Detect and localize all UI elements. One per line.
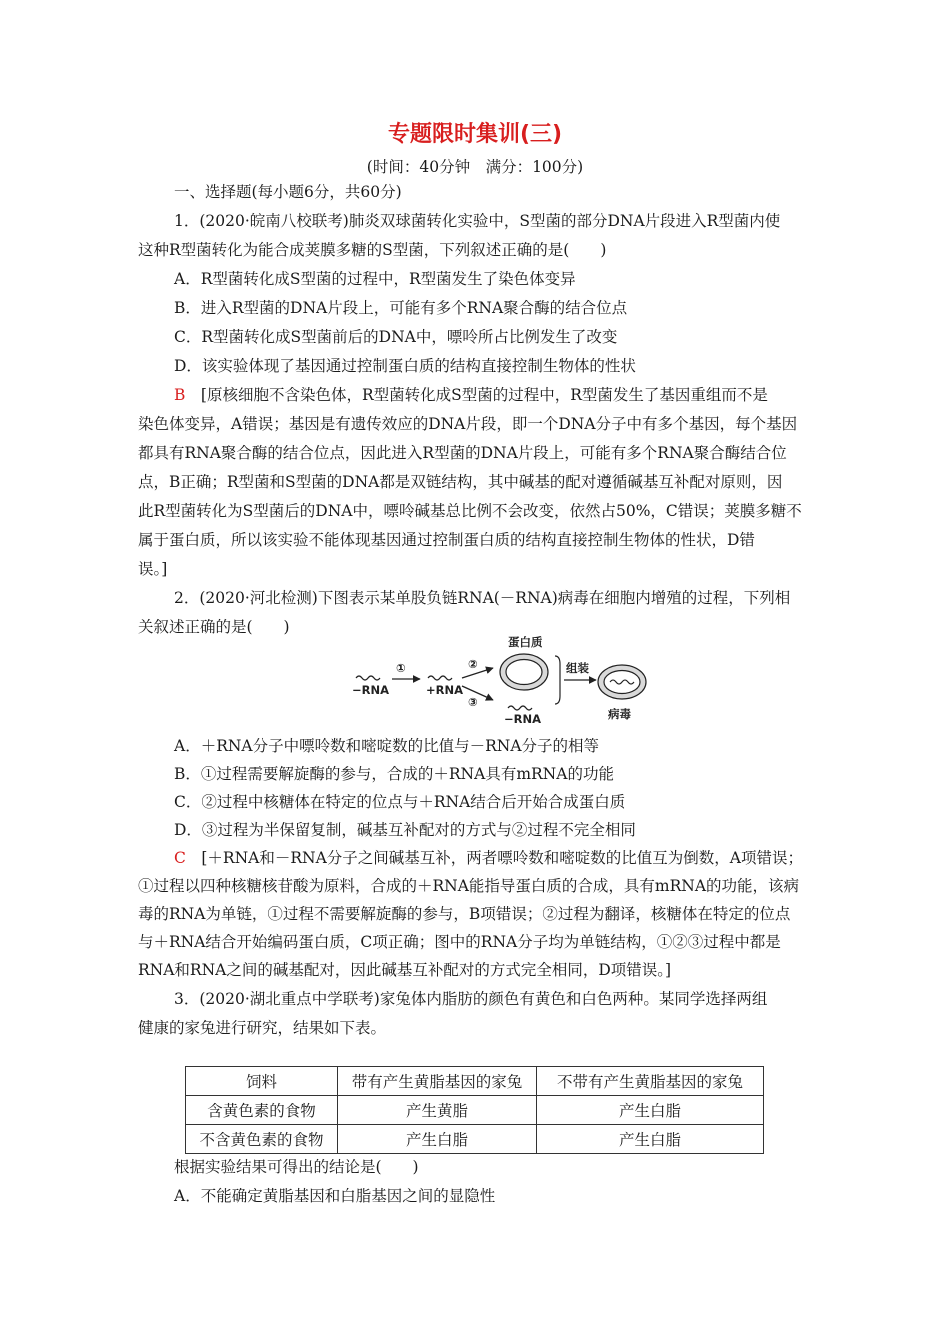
q2-explanation-line	[174, 848, 854, 868]
protein-label: 蛋白质	[508, 635, 543, 649]
q2-explanation-line: 毒的RNA为单链，①过程不需要解旋酶的参与，B项错误；②过程为翻译，核糖体在特定的位点	[138, 905, 791, 923]
q2-option-b: B．①过程需要解旋酶的参与，合成的＋RNA具有mRNA的功能	[174, 765, 614, 783]
page-title: 专题限时集训(三)	[387, 122, 563, 147]
q1-stem-line: 1．(2020·皖南八校联考)肺炎双球菌转化实验中，S型菌的部分DNA片段进入R型菌内使	[174, 212, 781, 230]
table-cell: 产生白脂	[338, 1125, 537, 1154]
table-cell: 含黄色素的食物	[186, 1096, 338, 1125]
q2-stem-line: 2．(2020·河北检测)下图表示某单股负链RNA(－RNA)病毒在细胞内增殖的过程，下列相	[174, 589, 791, 607]
q2-option-a: A．＋RNA分子中嘌呤数和嘧啶数的比值与－RNA分子的相等	[174, 737, 600, 755]
q1-explanation-line	[174, 385, 854, 405]
q2-explanation-line: ①过程以四种核糖核苷酸为原料，合成的＋RNA能指导蛋白质的合成，具有mRNA的功能，该病	[138, 877, 800, 895]
q3-option-a: A．不能确定黄脂基因和白脂基因之间的显隐性	[174, 1187, 496, 1205]
step-3-label: ③	[468, 695, 478, 709]
step-2-label: ②	[468, 657, 478, 671]
q3-stem-line: 健康的家兔进行研究，结果如下表。	[138, 1019, 387, 1037]
q1-answer-letter: B	[174, 386, 186, 404]
q3-stem-line: 3．(2020·湖北重点中学联考)家兔体内脂肪的颜色有黄色和白色两种。某同学选择两组	[174, 990, 768, 1008]
plus-rna-label: +RNA	[426, 683, 464, 697]
assembly-bracket	[555, 656, 560, 704]
q1-explanation-line: 点，B正确；R型菌和S型菌的DNA都是双链结构，其中碱基的配对遵循碱基互补配对原则，因	[138, 473, 783, 491]
q1-explanation-line: 都具有RNA聚合酶的结合位点，因此进入R型菌的DNA片段上，可能有多个RNA聚合酶结合位	[138, 444, 787, 462]
protein-capsid-inner	[506, 660, 542, 685]
table-header: 不带有产生黄脂基因的家兔	[537, 1067, 764, 1096]
step-1-label: ①	[396, 661, 406, 675]
table-header: 饲料	[186, 1067, 338, 1096]
experiment-table	[185, 1066, 764, 1154]
q2-option-d: D．③过程为半保留复制，碱基互补配对的方式与②过程不完全相同	[174, 821, 636, 839]
q1-stem-line: 这种R型菌转化为能合成荚膜多糖的S型菌，下列叙述正确的是( )	[138, 241, 607, 259]
table-header: 带有产生黄脂基因的家兔	[338, 1067, 537, 1096]
minus-rna-label: −RNA	[352, 683, 390, 697]
table-row	[186, 1125, 764, 1154]
q2-option-c: C．②过程中核糖体在特定的位点与＋RNA结合后开始合成蛋白质	[174, 793, 626, 811]
virus-label: 病毒	[608, 707, 631, 721]
table-cell: 不含黄色素的食物	[186, 1125, 338, 1154]
q1-option-d: D．该实验体现了基因通过控制蛋白质的结构直接控制生物体的性状	[174, 357, 636, 375]
table-row	[186, 1096, 764, 1125]
q3-conclusion-prompt: 根据实验结果可得出的结论是( )	[174, 1158, 419, 1176]
minus-rna-out-label: −RNA	[504, 712, 542, 726]
assemble-label: 组装	[566, 661, 589, 675]
q2-explanation-line: 与＋RNA结合开始编码蛋白质，C项正确；图中的RNA分子均为单链结构，①②③过程中都是	[138, 933, 781, 951]
q1-explanation-line: 此R型菌转化为S型菌后的DNA中，嘌呤碱基总比例不会改变，依然占50%，C错误；荚膜多糖不	[138, 502, 802, 520]
q1-explanation-line: 属于蛋白质，所以该实验不能体现基因通过控制蛋白质的结构直接控制生物体的性状，D错	[138, 531, 755, 549]
q2-answer-letter: C	[174, 849, 186, 867]
table-cell: 产生黄脂	[338, 1096, 537, 1125]
q2-explanation-line: RNA和RNA之间的碱基配对，因此碱基互补配对的方式完全相同，D项错误。]	[138, 961, 672, 979]
time-and-score: (时间：40分钟 满分：100分)	[366, 158, 584, 176]
q1-explanation-line: 染色体变异，A错误；基因是有遗传效应的DNA片段，即一个DNA分子中有多个基因，每个基因	[138, 415, 798, 433]
minus-rna-out-wave	[508, 706, 532, 710]
q1-option-c: C．R型菌转化成S型菌前后的DNA中，嘌呤所占比例发生了改变	[174, 328, 618, 346]
q1-option-a: A．R型菌转化成S型菌的过程中，R型菌发生了染色体变异	[174, 270, 576, 288]
q1-option-b: B．进入R型菌的DNA片段上，可能有多个RNA聚合酶的结合位点	[174, 299, 628, 317]
q2-explanation-text: [＋RNA和－RNA分子之间碱基互补，两者嘌呤数和嘧啶数的比值互为倒数，A项错误；	[185, 849, 803, 867]
minus-rna-wave	[356, 676, 380, 680]
section-heading: 一、选择题(每小题6分，共60分)	[174, 183, 402, 201]
q1-explanation-text: [原核细胞不含染色体，R型菌转化成S型菌的过程中，R型菌发生了基因重组而不是	[185, 386, 768, 404]
table-cell: 产生白脂	[537, 1125, 764, 1154]
q1-explanation-line: 误。]	[138, 560, 168, 578]
virus-replication-diagram	[350, 634, 670, 730]
table-cell: 产生白脂	[537, 1096, 764, 1125]
plus-rna-wave	[428, 676, 452, 680]
q2-stem-line: 关叙述正确的是( )	[138, 618, 290, 636]
table-header-row	[186, 1067, 764, 1096]
